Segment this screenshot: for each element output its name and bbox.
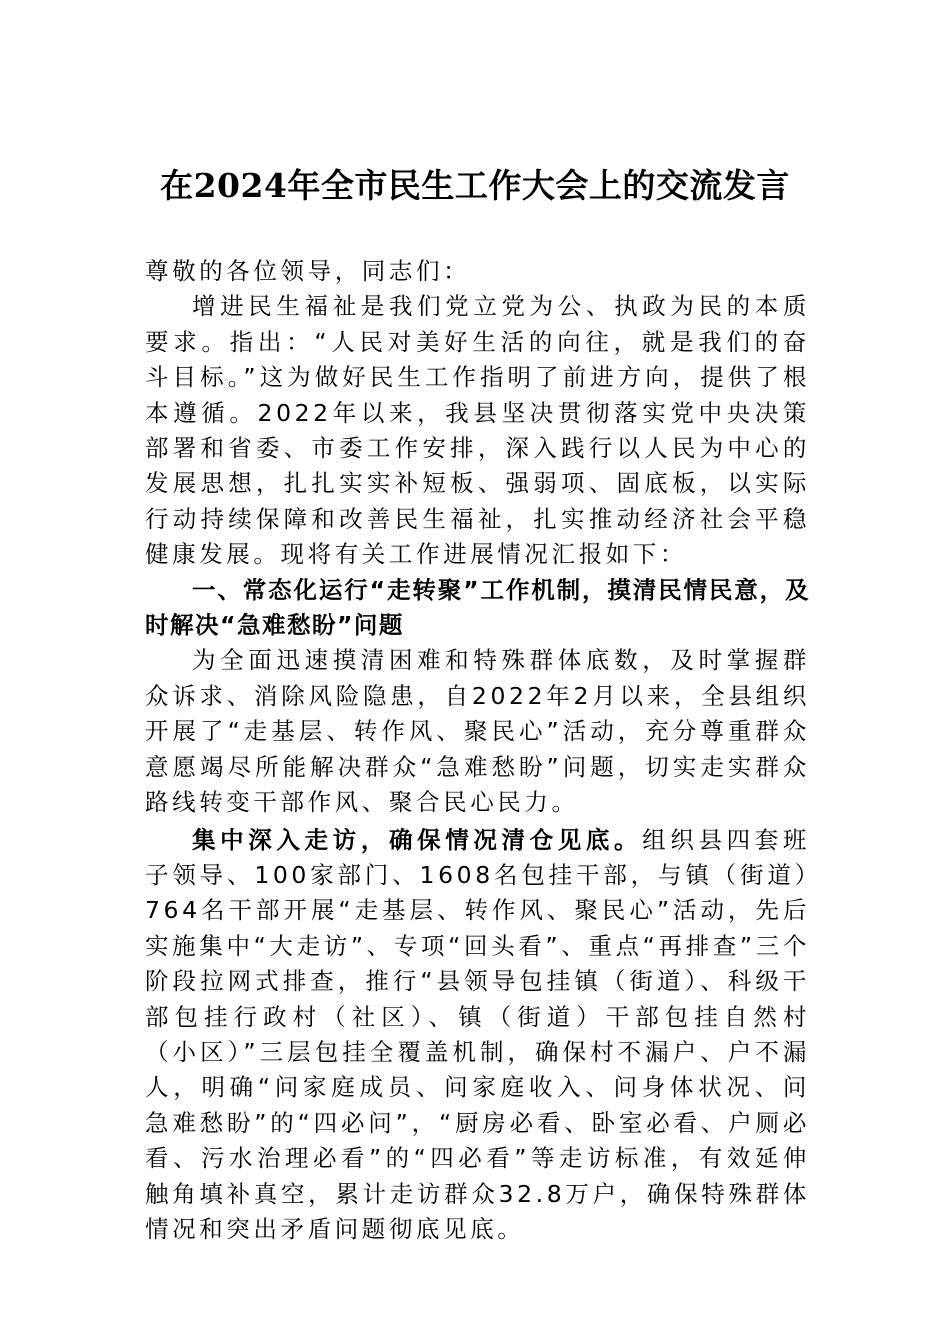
section-heading: 一、常态化运行“走转聚”工作机制，摸清民情民意，及时解决“急难愁盼”问题	[145, 575, 810, 640]
document-title: 在2024年全市民生工作大会上的交流发言	[160, 166, 790, 205]
section-paragraph: 为全面迅速摸清困难和特殊群体底数，及时掌握群众诉求、消除风险隐患，自2022年2月以来，全县组织开展了“走基层、转作风、聚民心”活动，充分尊重群众意愿竭尽所能解决群众“急难愁盼”问题，切实走实群众路线转变干部作风、聚合民心民力。	[145, 646, 810, 817]
intro-paragraph: 增进民生福祉是我们党立党为公、执政为民的本质要求。指出：“人民对美好生活的向往，就是我们的奋斗目标。”这为做好民生工作指明了前进方向，提供了根本遵循。2022年以来，我县坚决贯彻落实党中央决策部署和省委、市委工作安排，深入践行以人民为中心的发展思想，扎扎实实补短板、强弱项、固底板，以实际行动持续保障和改善民生福祉，扎实推动经济社会平稳健康发展。现将有关工作进展情况汇报如下：	[145, 292, 810, 569]
subsection-body: 组织县四套班子领导、100家部门、1608名包挂干部，与镇（街道）764名干部开展“走基层、转作风、聚民心”活动，先后实施集中“大走访”、专项“回头看”、重点“再排查”三个阶段拉网式排查，推行“县领导包挂镇（街道）、科级干部包挂行政村（社区）、镇（街道）干部包挂自然村（小区）”三层包挂全覆盖机制，确保村不漏户、户不漏人，明确“问家庭成员、问家庭收入、问身体状况、问急难愁盼”的“四必问”，“厨房必看、卧室必看、户厕必看、污水治理必看”的“四必看”等走访标准，有效延伸触角填补真空，累计走访群众32.8万户，确保特殊群体情况和突出矛盾问题彻底见底。	[145, 825, 810, 1243]
salutation: 尊敬的各位领导，同志们：	[145, 257, 471, 285]
subsection-paragraph	[145, 823, 810, 1248]
subsection-lead: 集中深入走访，确保情况清仓见底。	[192, 825, 643, 854]
document-body	[145, 254, 810, 1247]
